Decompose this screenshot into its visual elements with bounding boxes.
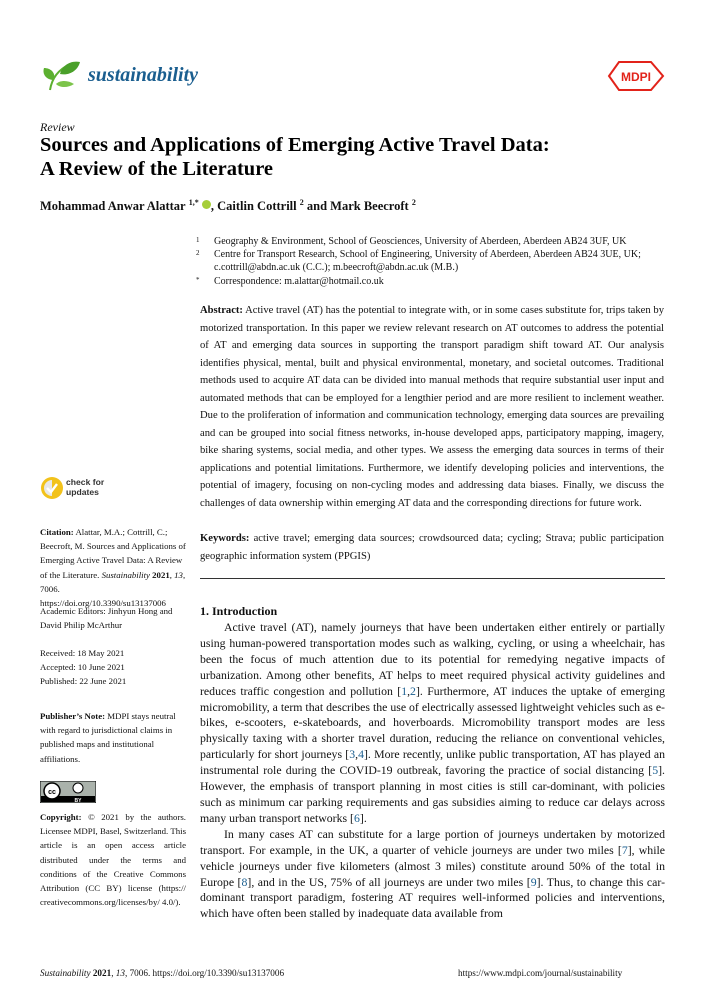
published-date: Published: 22 June 2021 (40, 676, 127, 686)
section-heading: 1. Introduction (200, 604, 278, 618)
author-name: Mohammad Anwar Alattar (40, 199, 186, 214)
citation-link[interactable]: 6 (353, 810, 360, 825)
citation-block: Citation: Alattar, M.A.; Cottrill, C.; Beecroft, M. Sources and Applications of Emerging Active Travel Data: A Review of the Literature. Sustainability 2021, 13, 7006. https://doi.org/10.3390/su13137006 (40, 527, 186, 609)
article-title (40, 133, 670, 181)
affiliation-text: Geography & Environment, School of Geosciences, University of Aberdeen, Aberdeen AB24 3UF, UK (214, 236, 627, 247)
author-and: and (306, 199, 328, 214)
footer-doi[interactable]: , 7006. https://doi.org/10.3390/su13137006 (124, 968, 285, 978)
journal-name: sustainability (88, 64, 199, 86)
attribution-icon (73, 783, 83, 793)
affiliation-number: 1 (196, 236, 200, 244)
keywords-label: Keywords: (200, 533, 250, 544)
mdpi-logo (607, 60, 665, 92)
abstract (200, 302, 664, 512)
correspondence (196, 276, 384, 289)
orcid-icon[interactable] (202, 200, 211, 209)
check-for-updates-badge[interactable] (40, 476, 150, 502)
citation-label: Citation: (40, 527, 74, 537)
title-line-2: A Review of the Literature (40, 158, 274, 180)
footer-journal: Sustainability (40, 968, 91, 978)
check-updates-icon (40, 476, 64, 500)
citation-link[interactable]: 5 (652, 763, 659, 778)
abstract-text: Active travel (AT) has the potential to integrate with, or in some cases substitute for, trips taken by motorized transportation. In this paper we review relevant research on AT outcomes to address the potential of AT and emerging data sources in supporting the transport paradigm shift toward AT. Our analysis identifies physical, mental, built and physical environmental, monetary, and societal outcomes. Traditional methods used to acquire AT data can be divided into manual methods that require substantial user input and automated methods that can be employed for a lengthier period and are more resilient to inclement weather. Due to the proliferation of information and communication technology, emerging data sources are prevailing and can be grouped into social fitness networks, in-house developed apps, participatory mapping, imagery, bike sharing systems, social media, and other types. We assess the emerging data sources in terms of their applications and potential limitations. Furthermore, we identify developing policies and interventions, the potential of imagery, focusing on non-cycling modes and addressing data biases. Finally, we discuss the challenges of data ownership within emerging AT data and the corresponding directions for future work. (200, 305, 664, 509)
copyright-text: © 2021 by the authors. Licensee MDPI, Basel, Switzerland. This article is an open access article distributed under the terms and conditions of the Creative Commons Attribution (CC BY) license (https:// creativecommons.org/licenses/by/ 4.0/). (40, 812, 187, 908)
academic-editors: Academic Editors: Jinhyun Hong and David Philip McArthur (40, 606, 173, 631)
affiliation-2 (196, 249, 641, 262)
citation-link[interactable]: 2 (410, 683, 416, 698)
citation-doi[interactable]: , 7006. https://doi.org/10.3390/su13137006 (40, 569, 186, 609)
accepted-date: Accepted: 10 June 2021 (40, 662, 125, 672)
footer-journal-url[interactable]: https://www.mdpi.com/journal/sustainability (458, 968, 623, 978)
author-name: Caitlin Cottrill (217, 199, 297, 214)
publisher-note-label: Publisher’s Note: (40, 711, 106, 721)
citation-link[interactable]: 8 (241, 874, 248, 889)
journal-leaf-icon (40, 58, 82, 92)
author-name: Mark Beecroft (330, 199, 409, 214)
affiliation-2-emails (200, 262, 458, 275)
affiliation-number: 2 (196, 249, 200, 257)
citation-volume: 13 (174, 569, 183, 580)
citation-journal: Sustainability (101, 569, 150, 580)
check-updates-line2: updates (66, 487, 99, 497)
correspondence-text[interactable]: Correspondence: m.alattar@hotmail.co.uk (214, 276, 384, 287)
copyright-block (40, 810, 186, 909)
footer-volume: 13 (115, 968, 125, 978)
article-type: Review (40, 120, 75, 134)
correspondence-mark: * (196, 276, 200, 284)
cc-by-text: BY (74, 798, 82, 803)
publisher-note (40, 709, 186, 766)
footer-year: 2021 (92, 968, 112, 978)
citation-link[interactable]: 3 (349, 747, 356, 762)
citation-year: 2021 (152, 569, 170, 580)
copyright-label: Copyright: (40, 812, 82, 822)
mdpi-logo-text: MDPI (621, 70, 651, 84)
received-date: Received: 18 May 2021 (40, 648, 125, 658)
citation-link[interactable]: 1 (401, 683, 408, 698)
keywords-text: active travel; emerging data sources; crowdsourced data; cycling; Strava; public participation geographic information system (PPGIS) (200, 533, 664, 562)
title-line-1: Sources and Applications of Emerging Active Travel Data: (40, 134, 550, 156)
affiliation-1 (196, 236, 627, 249)
author-affil-sup: 2 (299, 198, 304, 207)
body-paragraph: Active travel (AT), namely journeys that have been undertaken either entirely or partially using human-powered transportation modes such as walking, cycling, or using a wheelchair, has been the focus of much attention due to its potential for remedying negative impacts of urbanization. Among other benefits, AT helps to meet required physical activity guidelines and reduces traffic congestion and pollution [1,2]. Furthermore, AT induces the uptake of emerging micromobility, a term that describes the use of electrically assessed lightweight vehicles such as e-bikes, e-scooters, e-skateboards, and hoverboards. Micromobility transport modes are less physically taxing with a shorter travel duration, reducing the reliance on conventional vehicles, particularly for short journeys [3,4]. More recently, unlike public transportation, AT has played an instrumental role during the COVID-19 outbreak, favoring the practice of social distancing [5]. However, the emphasis of transport planning in most cities is still car-dominant, with policies such as minimum car parking requirements and gas subsidies aiming to reduce car delays across many urban transport networks [6]. (200, 620, 665, 825)
body-text (200, 620, 665, 922)
publisher-note-text: MDPI stays neutral with regard to jurisdictional claims in published maps and institutional affiliations. (40, 711, 176, 764)
svg-text:cc: cc (48, 789, 56, 796)
citation-link[interactable]: 4 (358, 747, 364, 762)
author-list: Mohammad Anwar Alattar $^{1,*}$ , Caitlin Cottrill $^2$ and Mark Beecroft $^2$ (40, 198, 416, 214)
abstract-label: Abstract: (200, 305, 243, 316)
affiliation-text: Centre for Transport Research, School of Engineering, University of Aberdeen, Aberdeen AB24 3UE, UK; (214, 249, 641, 260)
section-divider (200, 578, 665, 579)
affiliation-emails[interactable]: c.cottrill@abdn.ac.uk (C.C.); m.beecroft@abdn.ac.uk (M.B.) (214, 262, 459, 273)
cc-by-license-badge[interactable] (40, 781, 96, 803)
footer-citation: Sustainability 2021, 13, 7006. https://doi.org/10.3390/su13137006 (40, 968, 285, 978)
citation-text: Alattar, M.A.; Cottrill, C.; Beecroft, M. Sources and Applications of Emerging Active Travel Data: A Review of the Literature. (40, 527, 186, 580)
author-affil-sup: 1,* (188, 198, 199, 207)
author-affil-sup: 2 (411, 198, 416, 207)
body-paragraph: In many cases AT can substitute for a large portion of journeys undertaken by motorized transport. For example, in the UK, a quarter of vehicle journeys are under two miles [7], while vehicle journeys under five kilometers (almost 3 miles) constitute around 50% of the total in Europe [8], and in the US, 75% of all journeys are under two miles [9]. Thus, to change this car-dominant transport paradigm, fostering AT requires well-informed policies and interventions, which have often been stalled by inadequate data available from (200, 826, 665, 921)
citation-link[interactable]: 7 (621, 842, 628, 857)
keywords (200, 530, 664, 565)
citation-link[interactable]: 9 (530, 874, 537, 889)
check-updates-line1: check for (66, 477, 105, 487)
